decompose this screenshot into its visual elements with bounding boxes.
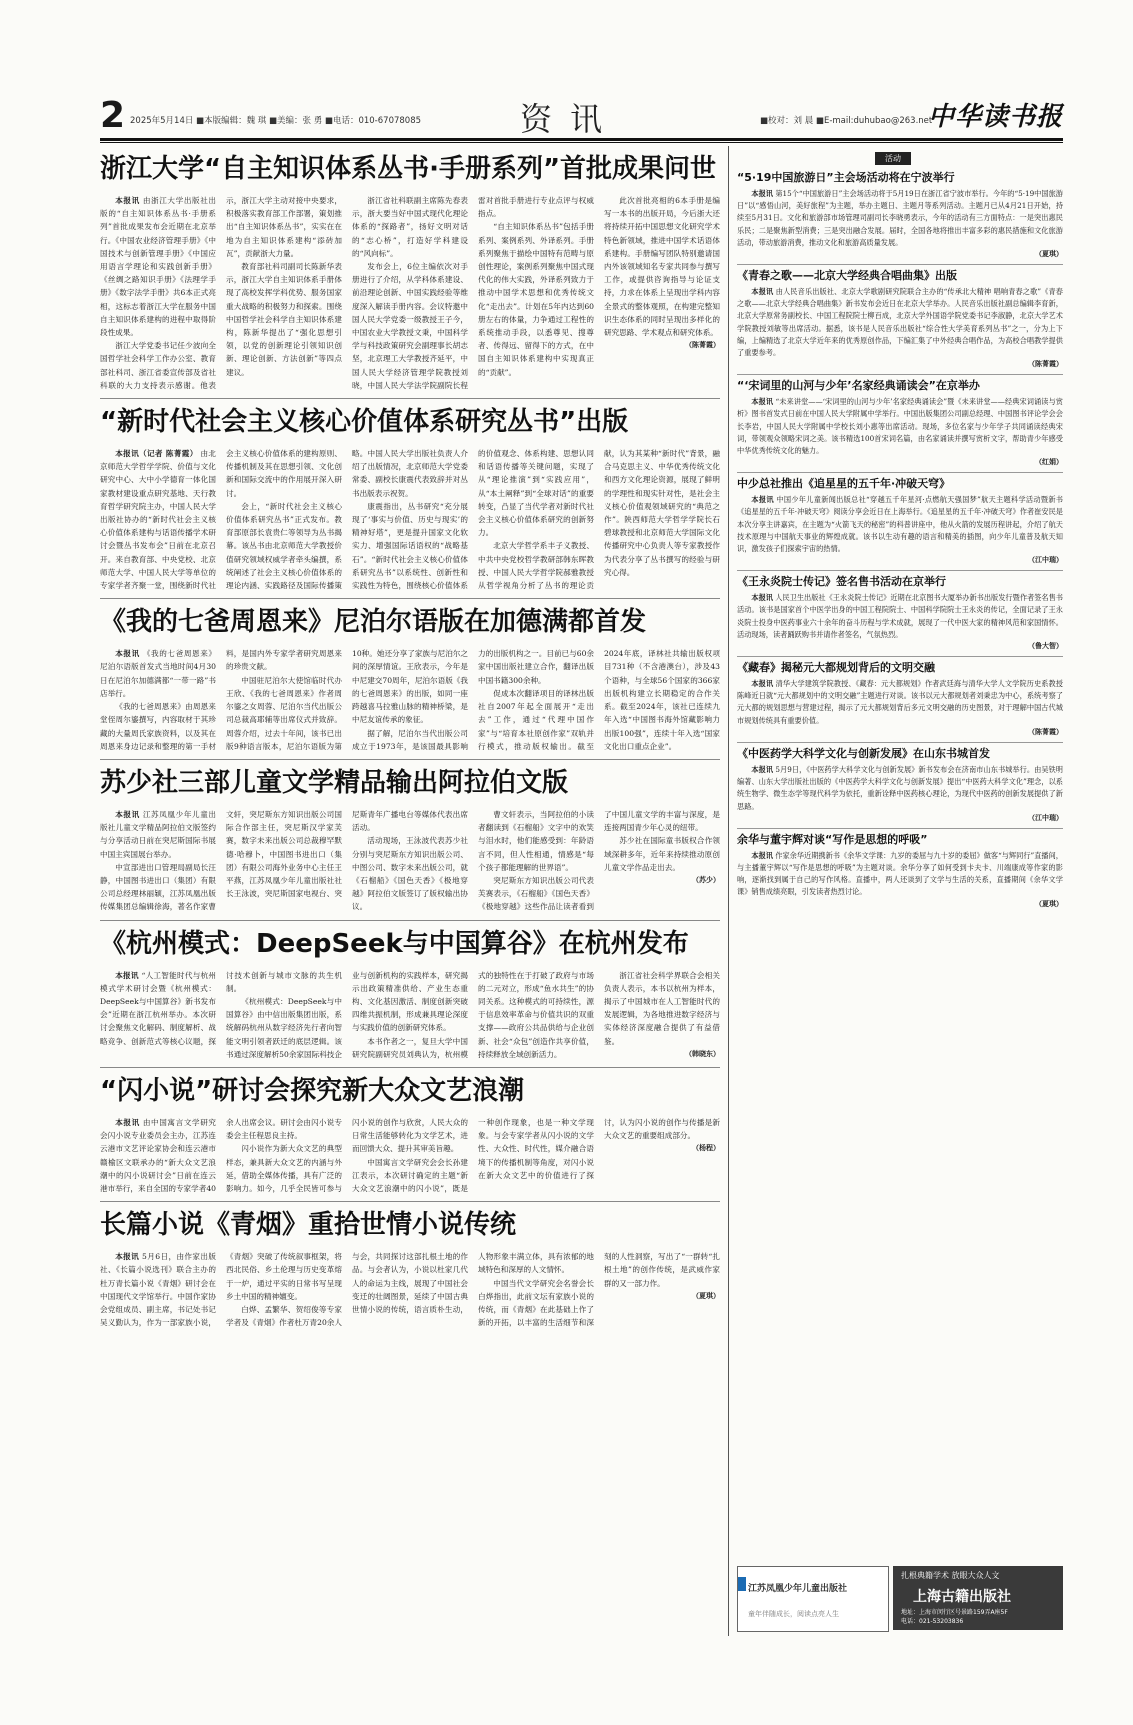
dateline: 本报讯 bbox=[751, 764, 774, 774]
article bbox=[100, 150, 720, 392]
ad2-name: 上海古籍出版社 bbox=[913, 1589, 1011, 1605]
paragraph-text: 促成本次翻译项目的译林出版社自2007年起全面展开“走出去”工作，通过“代理中国作家”与“培育本社原创作家”双轨并行模式，推动版权输出。截至2024年底，译林社共输出版权项目731种（不含港澳台），涉及43个语种，与全球56个国家的366家出版机构建立长期稳定的合作关系。截至2024年，该社已连续九年入选“中国图书海外馆藏影响力出版100强”，连续十年入选“国家文化出口重点企业”。 bbox=[478, 649, 720, 751]
ad2-address-line: 地址：上海市闵行区号景路159弄A座5F bbox=[901, 1609, 1008, 1616]
dateline: 本报讯 bbox=[115, 196, 140, 205]
article-title[interactable]: “新时代社会主义核心价值体系研究丛书”出版 bbox=[100, 407, 629, 438]
paragraph-text: “未来讲堂——‘宋词里的山河与少年’名家经典诵读会”暨《未来讲堂——经典宋词诵读与赏析》图书首发式日前在中国人民大学附属中学举行。中国出版集团公司副总经理、中国图书评论学会会长李岩，中国人民大学附属中学校长刘小惠等出席活动。现场，多位名家与少年学子共同诵读经典宋词，带领观众领略宋词之美。该书精选100首宋词名篇，由名家诵读并撰写赏析文字，帮助青少年感受中华优秀传统文化的魅力。 bbox=[737, 397, 1063, 456]
ads-area bbox=[737, 1566, 1063, 1632]
sidebar-news-body bbox=[737, 678, 1063, 727]
article-paragraph bbox=[604, 194, 720, 352]
article-separator bbox=[100, 398, 720, 399]
dateline: 本报讯 bbox=[751, 397, 774, 407]
paragraph-text: 会上，“新时代社会主义核心价值体系研究丛书”正式发布。教育部原部长袁贵仁等领导为丛书揭幕。该丛书由北京师范大学教授价值研究领域权威学者牵头编撰，系统阐述了社会主义核心价值体系的理论内涵、实践路径及国际传播策略。中国人民大学出版社负责人介绍了出版情况，北京师范大学党委常委、副校长康震代表致辞并对丛书出版表示祝贺。 bbox=[226, 449, 468, 591]
paragraph-text: 浙江省社会科学界联合会相关负责人表示，本书以杭州为样本，揭示了中国城市在人工智能时代的发展逻辑，为各地推进数字经济与实体经济深度融合提供了有益借鉴。 bbox=[604, 970, 720, 1046]
sidebar-separator bbox=[737, 472, 1063, 473]
author-byline: （江中瑞） bbox=[1028, 813, 1063, 822]
sidebar-separator bbox=[737, 570, 1063, 571]
author-byline: （鲁大智） bbox=[1028, 642, 1063, 651]
sidebar-news-item bbox=[737, 742, 1063, 824]
ad-jiangsu-phoenix[interactable] bbox=[737, 1566, 889, 1632]
sidebar-news-item bbox=[737, 169, 1063, 260]
sidebar-news-body bbox=[737, 188, 1063, 249]
section-title: 资讯 bbox=[520, 100, 621, 138]
article-title[interactable]: 苏少社三部儿童文学精品输出阿拉伯文版 bbox=[100, 767, 569, 798]
article-paragraph bbox=[352, 834, 468, 913]
article-separator bbox=[100, 1201, 720, 1202]
sidebar-news-item bbox=[737, 828, 1063, 910]
article bbox=[100, 920, 720, 1061]
article-title[interactable]: 《我的七爸周恩来》尼泊尔语版在加德满都首发 bbox=[100, 607, 647, 638]
paragraph-text: 教育部社科司副司长陈新华表示，浙江大学自主知识体系手册体现了高校发挥学科优势、服务国家重大战略的积极努力和探索。围绕中国哲学社会科学自主知识体系建构，陈新华提出了“强化思想引领，以党的创新理论引领知识创新、理论创新、方法创新”等四点建议。 bbox=[226, 262, 342, 377]
sidebar-news-item bbox=[737, 374, 1063, 468]
paragraph-text: 突尼斯东方知识出版公司代表芙赛表示，《石榴船》《国色天香》《极地穿越》这些作品让读者看到了中国儿童文学的丰富与深度，是连接两国青少年心灵的纽带。 bbox=[478, 809, 720, 912]
dateline: 本报讯 bbox=[751, 593, 773, 603]
publisher-mark-icon bbox=[738, 1577, 746, 1591]
sidebar-news-title[interactable]: 余华与董宇辉对谈“写作是思想的呼吸” bbox=[737, 832, 928, 846]
paragraph-text: 苏少社在国际童书版权合作领域深耕多年，近年来持续推动原创儿童文学作品走出去。 bbox=[604, 836, 720, 872]
paragraph-text: “自主知识体系丛书”包括手册系列、案例系列、外译系列。手册系列聚焦于描绘中国特有范畴与原创性理论，案例系列聚焦中国式现代化的伟大实践，外译系列致力于推动中国学术思想和优秀传统文化“走出去”。计划在5年内达到60册左右的体量，力争通过工程性的系统推动手段，以悉尊见、搜尊者、传得远、留得下的方式，在中国自主知识体系建构中实现真正的“贡献”。 bbox=[478, 222, 594, 377]
paragraph-text: 中国驻尼泊尔大使馆临时代办王欣、《我的七爸周恩来》作者周尔鎏之女周蓉、尼泊尔当代出版公司总裁高耶辅等出席仪式并致辞。周蓉介绍，过去十年间，该书已出版9种语言版本，尼泊尔语版为第10种。她还分享了家族与尼泊尔之间的深厚情谊。王欣表示，今年是中尼建交70周年，尼泊尔语版《我的七爸周恩来》的出版，如同一座跨越喜马拉雅山脉的精神桥梁，是中尼友谊传承的象征。 bbox=[226, 649, 468, 751]
article-body bbox=[100, 808, 720, 914]
page-number: 2 bbox=[100, 95, 126, 136]
article-paragraph bbox=[478, 808, 594, 874]
author-byline: （杨程） bbox=[692, 1144, 720, 1153]
paragraph-text: 5月9日，《中医药学大科学文化与创新发展》新书发布会在济南市山东书城举行。由吴铁明编著、山东大学出版社出版的《中医药学大科学文化与创新发展》提出“中医药大科学文化”理念，以系统生物学、微生态学等现代科学为依托，重新诠释中医药核心理论，为现代中医药的创新发展提供了新思路。 bbox=[737, 764, 1063, 811]
author-byline: （夏琪） bbox=[692, 1291, 720, 1300]
author-byline: （夏琪） bbox=[1035, 899, 1063, 908]
paragraph-text: 曹文轩表示，当阿拉伯的小读者翻读到《石榴船》文字中的欢笑与泪水时，他们能感受到：年龄语言不同，但人性相通，情感是“每个孩子都能理解的世界语”。 bbox=[478, 809, 594, 872]
paragraph-text: 5月6日，由作家出版社、《长篇小说选刊》联合主办的杜万青长篇小说《青烟》研讨会在中国现代文学馆举行。中国作家协会党组成员、副主席，书记处书记吴义勤认为，作为一部家族小说，《青烟》突破了传统叙事框架，将西北民俗、乡土伦理与历史变革熔于一炉，通过平实的日常书写呈现乡土中国的精神嬗变。 bbox=[100, 1252, 342, 1328]
dateline: 本报讯 bbox=[115, 970, 139, 980]
paragraph-text: 北京大学哲学系丰子义教授、中共中央党校哲学教研部韩东晖教授、中国人民大学哲学院郝雅教授从哲学视角分析了丛书的理论贡献，认为其某种“新时代”背景，融合马克思主义、中华优秀传统文化和西方文化理论资源，展现了鲜明的学理性和现实针对性，是社会主义核心价值观领域研究的“典范之作”。陕西师范大学哲学学院长石碧球教授和北京师范大学国际文化传播研究中心负责人等专家教授作为代表分享了丛书撰写的经验与研究心得。 bbox=[478, 449, 720, 591]
column-divider bbox=[728, 146, 729, 1636]
paragraph-text: 由中国寓言文学研究会闪小说专业委员会主办，江苏连云港市文艺评论家协会和连云港市赣榆区文联承办的“新大众文艺浪潮中的闪小说研讨会”日前在连云港市举行，来自全国的专家学者40余人出席会议。研讨会由闪小说专委会主任程思良主持。 bbox=[100, 1117, 342, 1193]
sidebar-news-title[interactable]: 中少总社推出《追星星的五千年·冲破天穹》 bbox=[737, 477, 951, 491]
article-body bbox=[100, 1250, 720, 1329]
header-meta-left: 2025年5月14日 ■本版编辑：魏 琪 ■美编：张 勇 ■电话：010-67078085 bbox=[130, 116, 422, 126]
sidebar-news-body bbox=[737, 494, 1063, 555]
author-byline: （江中瑞） bbox=[1028, 556, 1063, 565]
article-paragraph bbox=[352, 194, 468, 260]
sidebar-news-title[interactable]: 《藏春》揭秘元大都规划背后的文明交融 bbox=[737, 661, 935, 675]
article-title[interactable]: 长篇小说《青烟》重拾世情小说传统 bbox=[100, 1210, 517, 1241]
article bbox=[100, 598, 720, 753]
author-byline: （夏琪） bbox=[1035, 250, 1063, 259]
sidebar-tag: 活动 bbox=[875, 152, 911, 165]
sidebar-news-item bbox=[737, 264, 1063, 370]
article-separator bbox=[100, 920, 720, 921]
sidebar-news-item bbox=[737, 656, 1063, 738]
paragraph-text: 中国寓言文学研究会会长孙建江表示，本次研讨确定的主题“新大众文艺浪潮中的闪小说”，既是一种创作现象，也是一种文学现象。与会专家学者从闪小说的文学性、大众性、时代性，媒介融合语境下的传播机制等角度，对闪小说在新大众文艺中的价值进行了探讨，认为闪小说的创作与传播是新大众文艺的重要组成部分。 bbox=[352, 1117, 720, 1193]
paragraph-text: 人民卫生出版社《王永炎院士传记》近期在北京图书大厦举办新书出版发行暨作者签名售书活动。该书是国家首个中医学出身的中国工程院院士、中国科学院院士王永炎的传记，全面记录了王永炎院士投身中医药事业六十余年的奋斗历程与学术成就，展现了一代中医大家的精神风范和家国情怀。活动现场，读者踊跃购书并请作者签名，气氛热烈。 bbox=[737, 593, 1063, 639]
paragraph-text: 闪小说作为新大众文艺的典型样态，兼具新大众文艺的内涵与外延，借助全媒体传播，具有广泛的影响力。如今，几乎全民皆可参与闪小说的创作与欣赏，人民大众的日常生活能够转化为文学艺术，进而回馈大众、提升其审美旨趣。 bbox=[226, 1117, 468, 1193]
dateline: 本报讯 bbox=[115, 1252, 140, 1262]
article-paragraph bbox=[604, 969, 720, 1061]
sidebar-news-body bbox=[737, 592, 1063, 641]
paragraph-text: 清华大学建筑学院教授、《藏春：元大都规划》作者武廷海与清华大学人文学院历史系教授陈峰近日就“元大都规划中的文明交融”主题进行对谈。该书以元大都规划者刘秉忠为中心，系统考察了元大都的规划思想与营建过程，揭示了元大都规划背后多元文明交融的历史图景，对于理解中国古代城市规划传统具有重要价值。 bbox=[737, 679, 1063, 725]
paragraph-text: 浙江大学党委书记任少波向全国哲学社会科学工作办公室、教育部社科司、浙江省委宣传部及省社科联的大力支持表示感谢。他表示，浙江大学主动对接中央要求，积极落实教育部工作部署，策划推出“自主知识体系丛书”，实实在在地为自主知识体系建构“添砖加瓦”，贡献浙大力量。 bbox=[100, 196, 342, 390]
article-body bbox=[100, 447, 720, 592]
paragraph-text: 活动现场，王泳波代表苏少社分别与突尼斯东方知识出版公司、中图公司、数字未来出版公司，就《石榴船》《国色天香》《极地穿越》阿拉伯文版签订了版权输出协议。 bbox=[352, 836, 468, 912]
dateline: 本报讯 bbox=[751, 189, 773, 198]
sidebar-separator bbox=[737, 742, 1063, 743]
sidebar-news-title[interactable]: 《青春之歌——北京大学经典合唱曲集》出版 bbox=[737, 269, 957, 283]
sidebar-news-item bbox=[737, 472, 1063, 566]
paragraph-text: 中国少年儿童新闻出版总社“穿越五千年星河·点燃航天强国梦”航天主题科学活动暨新书《追星星的五千年·冲破天穹》阅读分享会近日在上海举行。《追星星的五千年·冲破天穹》作者崔安民是本次分享主讲嘉宾，在主题为“火箭飞天的秘密”的科普讲座中，他从火箭的发展历程讲起，介绍了航天技术原理与中国航天事业的辉煌成就。该书以生动有趣的语言和精美的插图，向少年儿童普及航天知识，激发孩子们探索宇宙的热情。 bbox=[737, 495, 1063, 554]
ad2-slogan: 扎根典籍学术 放眼大众人文 bbox=[901, 1571, 1000, 1580]
sidebar-news-body bbox=[737, 396, 1063, 457]
dateline: 本报讯 bbox=[751, 679, 774, 689]
dateline: 本报讯 bbox=[115, 809, 140, 819]
paragraph-text: “人工智能时代与杭州模式学术研讨会暨《杭州模式：DeepSeek与中国算谷》新书发布会”近期在浙江杭州举办。本次研讨会聚焦文化解码、制度解析、战略竞争、创新范式等核心议题，探讨技术创新与城市文脉的共生机制。 bbox=[100, 970, 342, 1046]
article-paragraph bbox=[226, 260, 342, 379]
paragraph-text: 由北京师范大学哲学学院、价值与文化研究中心、大中小学德育一体化国家教材建设重点研究基地、天行教育哲学研究院主办，中国人民大学出版社协办的“新时代社会主义核心价值体系建构与话语传播学术研讨会暨丛书发布会”日前在北京召开。来自教育部、中央党校、北京师范大学、中国人民大学等单位的专家学者齐聚一堂，围绕新时代社会主义核心价值体系的建构原则、传播机制及其在思想引领、文化创新和国际交流中的作用展开深入研讨。 bbox=[100, 449, 342, 591]
paragraph-text: 《我的七爸周恩来》尼泊尔语版首发式当地时间4月30日在尼泊尔加德满都“一带一路”书店举行。 bbox=[100, 649, 217, 698]
article-paragraph bbox=[100, 194, 216, 339]
paragraph-text: 白烨、孟繁华、贺绍俊等专家学者及《青烟》作者杜万青20余人与会，共同探讨这部扎根土地的作品。与会者认为，小说以杜家几代人的命运为主线，展现了中国社会变迁的壮阔图景，延续了中国古典世情小说的传统，语言质朴生动，人物形象丰满立体，具有浓郁的地域特色和深厚的人文情怀。 bbox=[226, 1252, 594, 1328]
sidebar-news-title[interactable]: 《王永炎院士传记》签名售书活动在京举行 bbox=[737, 575, 946, 589]
ad2-phone-line: 电话：021-53203836 bbox=[901, 1618, 964, 1625]
paragraph-text: 江苏凤凰少年儿童出版社儿童文学精品阿拉伯文版签约与分享活动日前在突尼斯国际书展中国主宾国展台举办。 bbox=[100, 809, 217, 859]
header-rule bbox=[100, 138, 1063, 141]
article-body bbox=[100, 194, 720, 392]
author-byline: （陈菁霞） bbox=[1028, 360, 1063, 369]
dateline: 本报讯 bbox=[751, 495, 774, 505]
paragraph-text: 发布会上，6位主编依次对手册进行了介绍，从学科体系建设、前沿理论创新、中国实践经验等维度深入解读手册内容。会议特邀中国人民大学党委一级教授王子今，中国农业大学教授文秉，中国科学学与科技政策研究会副理事长胡志坚，北京理工大学教授齐延平，中国人民大学经济管理学院教授刘晓，中国人民大学法学院副院长程雷对首批手册进行专业点评与权威指点。 bbox=[352, 196, 594, 390]
page-header bbox=[100, 92, 1063, 140]
newspaper-logo: 中华读书报 bbox=[927, 102, 1063, 132]
sidebar-news-title[interactable]: “‘宋词里的山河与少年’名家经典诵读会”在京举办 bbox=[737, 379, 980, 393]
sidebar-news-body bbox=[737, 764, 1063, 813]
dateline: 本报讯 bbox=[115, 1117, 140, 1127]
sidebar-news-body bbox=[737, 286, 1063, 359]
paragraph-text: 由人民音乐出版社、北京大学歌剧研究院联合主办的“传承北大精神 唱响青春之歌”《青春之歌——北京大学经典合唱曲集》新书发布会近日在北京大学举办。人民音乐出版社副总编辑李育新，北京大学原常务副校长、中国工程院院士柳百成，北京大学外国语学院党委书记李淑静，北京大学艺术学院教授刘敏等出席活动。据悉，该书是人民音乐出版社“综合性大学美育系列丛书”之一，分为上下编，上编精选了北京大学近年来的优秀原创作品，下编汇集了中外经典合唱作品，为高校合唱教学提供了重要参考。 bbox=[737, 287, 1063, 358]
sidebar-news-item bbox=[737, 570, 1063, 652]
article-body bbox=[100, 1116, 720, 1195]
dateline: 本报讯 bbox=[115, 649, 140, 659]
article bbox=[100, 1201, 720, 1329]
author-byline: （韩晓东） bbox=[685, 1049, 720, 1058]
article-title[interactable]: “闪小说”研讨会探究新大众文艺浪潮 bbox=[100, 1075, 525, 1106]
paragraph-text: 《我的七爸周恩来》由周恩来堂侄周尔鎏撰写，内容取材于其珍藏的大量周氏家族资料，以及其在周恩来身边记录和整理的第一手材料，是国内外专家学者研究周恩来的珍贵文献。 bbox=[100, 649, 342, 751]
paragraph-text: 中国当代文学研究会名誉会长白烨指出，此前文坛有家族小说的传统，而《青烟》在此基础上作了新的开拓，以丰富的生活细节和深刻的人性洞察，写出了“一群转“扎根土地”的创作传统，是武威作家群的又一部力作。 bbox=[478, 1252, 720, 1328]
article-separator bbox=[100, 598, 720, 599]
paragraph-text: 康震指出，丛书研究“充分展现了‘事实与价值、历史与现实’的精神好塔”，更是提升国家文化软实力、增强国际话语权的“战略基石”。“新时代社会主义核心价值体系研究丛书”以系统性、创新性和实践性为特色，围绕核心价值体系的价值观念、体系构建、思想认同和话语传播等关键问题，实现了从“理论推演”到“实践应用”，从“本土阐释”到“全球对话”的重要转变，凸显了当代学者对新时代社会主义核心价值体系研究的创新努力。 bbox=[352, 449, 594, 591]
article-paragraph bbox=[604, 834, 720, 887]
header-rule-thin bbox=[100, 142, 1063, 143]
ad1-slogan: 童年伴随成长，阅读点亮人生 bbox=[748, 1610, 839, 1618]
article-paragraph bbox=[478, 220, 594, 378]
paragraph-text: 第15个“中国旅游日”主会场活动将于5月19日在浙江省宁波市举行。今年的“5·19中国旅游日”以“感悟山河，美好旅程”为主题，举办主题日、主题月等系列活动。主题月已从4月21日开始，持续至5月31日。文化和旅游部市场管理司副司长李晓勇表示，今年的活动有三方面特点：一是突出惠民乐民；二是聚焦新型消费；三是突出融合发展。届时，全国各地将推出丰富多彩的惠民措施和文化旅游活动，带动旅游消费，推动文化和旅游高质量发展。 bbox=[737, 189, 1063, 247]
article-body bbox=[100, 647, 720, 753]
article bbox=[100, 1067, 720, 1195]
article bbox=[100, 398, 720, 592]
main-column bbox=[100, 146, 720, 1335]
header-meta-right: ■校对：刘 晨 ■E-mail:duhubao@263.net bbox=[760, 116, 933, 126]
sidebar-separator bbox=[737, 264, 1063, 265]
sidebar-separator bbox=[737, 656, 1063, 657]
article-title[interactable]: 浙江大学“自主知识体系丛书·手册系列”首批成果问世 bbox=[100, 154, 717, 184]
sidebar-separator bbox=[737, 374, 1063, 375]
ad-shanghai-classics[interactable] bbox=[893, 1566, 1063, 1630]
author-byline: （陈菁霞） bbox=[685, 341, 720, 350]
author-byline: （陈菁霞） bbox=[1028, 727, 1063, 736]
paragraph-text: 由浙江大学出版社出版的“自主知识体系丛书·手册系列”首批成果发布会近期在北京举行。《中国农业经济管理手册》《中国技术与创新管理手册》《中国应用语言学理论和实践创新手册》《丝绸之路知识手册》《法理学手册》《数字法学手册》共6本正式亮相，这标志着浙江大学在服务中国自主知识体系建构的进程中取得阶段性成果。 bbox=[100, 196, 217, 338]
paragraph-text: 《杭州模式：DeepSeek与中国算谷》由中信出版集团出版，系统解码杭州从数字经济先行者向智能文明引领者跃迁的底层逻辑。该书通过深度解析50余家国际科技企业与创新机构的实践样本，研究揭示出政策精准供给、产业生态重构、文化基因激活、制度创新突破四维共振机制，形成兼具理论深度与实践价值的创新研究体系。 bbox=[226, 970, 468, 1059]
dateline: 本报讯（记者 陈菁霞） bbox=[115, 449, 198, 459]
paragraph-text: 作家余华近期携新书《余华文学课：九岁的委屈与九十岁的委屈》做客“与辉同行”直播间，与主播董宇辉以“写作是思想的呼吸”为主题对谈。余华分享了如何受到卡夫卡、川端康成等作家的影响，逐渐找到属于自己的写作风格。直播中，两人还谈到了文学与生活的关系，直播期间《余华文学课》销售成绩亮眼，引发读者热烈讨论。 bbox=[737, 850, 1063, 897]
paragraph-text: 此次首批亮相的6本手册是编写一本书的出版开局，今后浙大还将持续开拓中国思想文化研究学术特色新领域，推进中国学术话语体系建构。手册编写团队特别邀请国内外该领域知名专家共同参与撰写工作，或提供咨询指导与论证支持，力求在体系上呈现出学科内容全景式的整体观照，在构建完整知识生态体系的同时呈现出多样化的研究思路、学术观点和研究体系。 bbox=[604, 196, 720, 338]
sidebar-news-title[interactable]: “5·19中国旅游日”主会场活动将在宁波举行 bbox=[737, 171, 955, 184]
sidebar-news-body bbox=[737, 850, 1063, 899]
article bbox=[100, 759, 720, 914]
article-paragraph bbox=[100, 647, 216, 700]
article-paragraph bbox=[100, 808, 216, 861]
article-body bbox=[100, 969, 720, 1061]
sidebar-news-title[interactable]: 《中医药学大科学文化与创新发展》在山东书城首发 bbox=[737, 746, 990, 760]
sidebar-separator bbox=[737, 828, 1063, 829]
dateline: 本报讯 bbox=[751, 850, 773, 860]
article-title[interactable]: 《杭州模式：DeepSeek与中国算谷》在杭州发布 bbox=[100, 928, 689, 959]
article-separator bbox=[100, 1067, 720, 1068]
sidebar bbox=[737, 146, 1063, 910]
ad1-name: 江苏凤凰少年儿童出版社 bbox=[748, 1584, 848, 1594]
paragraph-text: 本书作者之一，复旦大学中国研究院副研究员刘典认为，杭州模式的独特性在于打破了政府与市场的二元对立，形成“鱼水共生”的协同关系。这种模式的可持续性，源于信息效率革命与价值共识的双重支撑——政府公共品供给与企业创新、社会“众包”创造作共享价值，持续释放全域创新活力。 bbox=[352, 970, 594, 1059]
author-byline: （苏少） bbox=[692, 875, 720, 884]
author-byline: （红娟） bbox=[1035, 458, 1063, 467]
article-separator bbox=[100, 759, 720, 760]
paragraph-text: 浙江省社科联副主席陈先春表示，浙大要当好中国式现代化理论体系的“探路者”，扬好文明对话的“志心桥”，打造好学科建设的“风向标”。 bbox=[352, 196, 468, 258]
dateline: 本报讯 bbox=[751, 287, 774, 297]
ad2-address bbox=[901, 1608, 1008, 1626]
paragraph-text: 据了解，尼泊尔当代出版公司成立于1973年，是该国最具影响力的出版机构之一。目前已与60余家中国出版社建立合作，翻译出版中国书籍300余种。 bbox=[352, 649, 594, 751]
paragraph-text: 中宣部进出口管理局副局长汪静，中国图书进出口（集团）有限公司总经理林丽颖，江苏凤凰出版传媒集团总编辑徐海，著名作家曹文轩，突尼斯东方知识出版公司国际合作部主任，突尼斯汉学家芙赛，数字未来出版公司总裁穆罕默德·哈穆卜，中国图书进出口（集团）有限公司海外业务中心主任王平燕，江苏凤凰少年儿童出版社社长王泳波，突尼斯国家电视台、突尼斯青年广播电台等媒体代表出席活动。 bbox=[100, 809, 468, 912]
